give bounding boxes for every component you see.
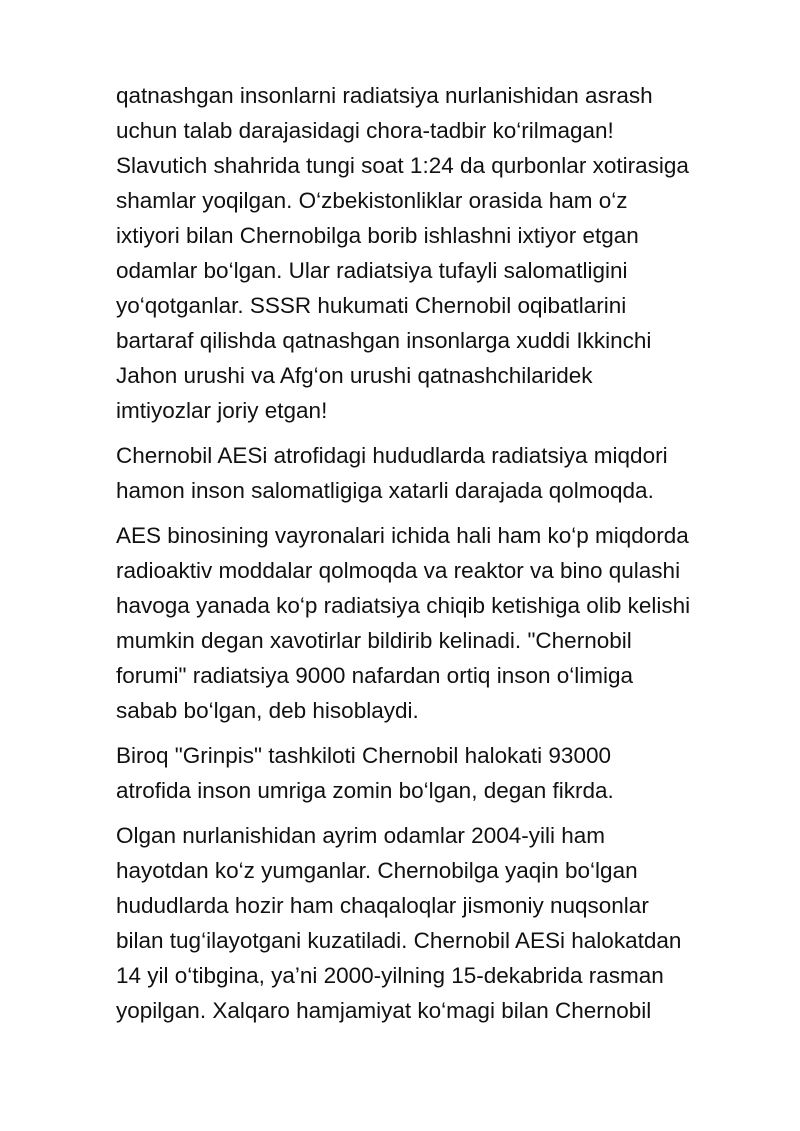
paragraph: qatnashgan insonlarni radiatsiya nurlanishidan asrash uchun talab darajasidagi chora-tadbir ko‘rilmagan! Slavutich shahrida tungi soat 1:24 da qurbonlar xotirasiga shamlar yoqilgan. O‘zbekistonliklar orasida ham o‘z ixtiyori bilan Chernobilga borib ishlashni ixtiyor etgan odamlar bo‘lgan. Ular radiatsiya tufayli salomatligini yo‘qotganlar. SSSR hukumati Chernobil oqibatlarini bartaraf qilishda qatnashgan insonlarga xuddi Ikkinchi Jahon urushi va Afg‘on urushi qatnashchilaridek imtiyozlar joriy etgan! [116,83,689,423]
paragraph: Olgan nurlanishidan ayrim odamlar 2004-yili ham hayotdan ko‘z yumganlar. Chernobilga yaqin bo‘lgan hududlarda hozir ham chaqaloqlar jismoniy nuqsonlar bilan tug‘ilayotgani kuzatiladi. Chernobil AESi halokatdan 14 yil o‘tibgina, ya’ni 2000-yilning 15-dekabrida rasman yopilgan. Xalqaro hamjamiyat ko‘magi bilan Chernobil [116,823,682,1023]
paragraph: Chernobil AESi atrofidagi hududlarda radiatsiya miqdori hamon inson salomatligiga xatarli darajada qolmoqda. [116,443,668,503]
paragraph: Biroq "Grinpis" tashkiloti Chernobil halokati 93000 atrofida inson umriga zomin bo‘lgan, degan fikrda. [116,743,614,803]
document-page [116,78,726,1038]
paragraph: AES binosining vayronalari ichida hali ham ko‘p miqdorda radioaktiv moddalar qolmoqda va reaktor va bino qulashi havoga yanada ko‘p radiatsiya chiqib ketishiga olib kelishi mumkin degan xavotirlar bildirib kelinadi. "Chernobil forumi" radiatsiya 9000 nafardan ortiq inson o‘limiga sabab bo‘lgan, deb hisoblaydi. [116,523,691,723]
